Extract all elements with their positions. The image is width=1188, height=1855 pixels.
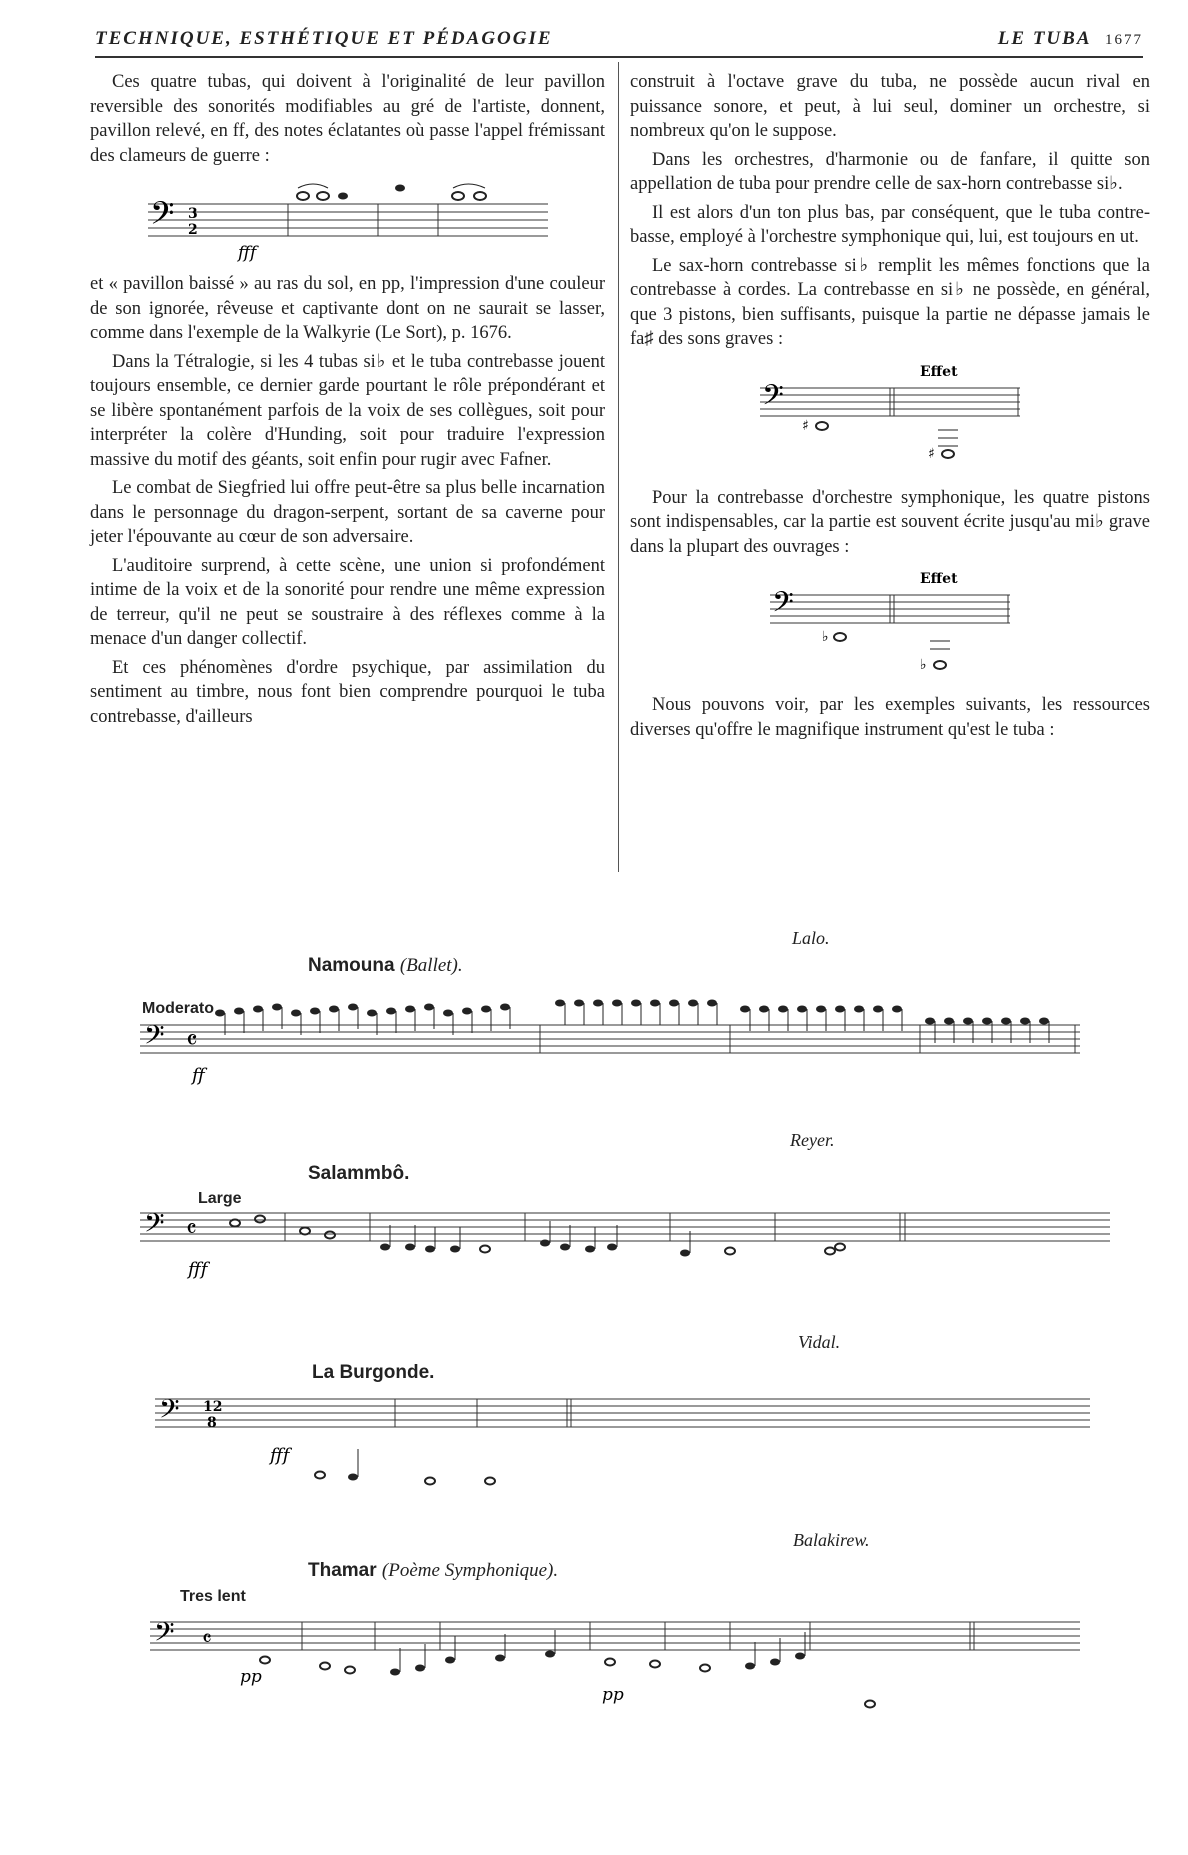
note-head <box>725 1248 735 1255</box>
note-head <box>325 1232 335 1239</box>
svg-text:𝄢: 𝄢 <box>762 378 784 419</box>
note-head <box>272 1004 282 1011</box>
note-head <box>1020 1018 1030 1025</box>
staff-salammbo <box>140 1195 1120 1305</box>
note-head <box>865 1701 875 1708</box>
composer-balakirew: Balakirew. <box>793 1530 870 1550</box>
paragraph: Et ces phénomènes d'ordre psychique, par assimilation du sentiment au timbre, nous font bien comprendre pourquoi le tuba contrebasse, d'ailleurs <box>90 657 605 727</box>
note-head <box>405 1006 415 1013</box>
header-rule <box>95 56 1143 58</box>
note-head <box>485 1478 495 1485</box>
note-head <box>260 1657 270 1664</box>
note-head <box>688 1000 698 1007</box>
note-head <box>253 1006 263 1013</box>
note-head <box>816 1006 826 1013</box>
note-head <box>315 1472 325 1479</box>
note-head <box>555 1000 565 1007</box>
note-head <box>835 1244 845 1251</box>
note-head <box>605 1659 615 1666</box>
note-head <box>982 1018 992 1025</box>
note-head <box>481 1006 491 1013</box>
piece-title-namouna <box>308 955 463 977</box>
ex1-dynamic: fff <box>237 243 256 263</box>
svg-text:𝄴: 𝄴 <box>186 1215 197 1243</box>
svg-text:𝄢: 𝄢 <box>154 1616 175 1654</box>
svg-text:♯: ♯ <box>928 445 935 462</box>
piece-subtitle: (Ballet). <box>399 955 463 976</box>
note-head <box>631 1000 641 1007</box>
staff-namouna <box>140 985 1090 1095</box>
note-head <box>500 1004 510 1011</box>
piece-title-thamar <box>308 1560 558 1582</box>
note-head <box>778 1006 788 1013</box>
svg-text:𝄢: 𝄢 <box>144 1207 165 1245</box>
svg-text:♭: ♭ <box>822 629 829 645</box>
note-head <box>545 1651 555 1658</box>
note-head <box>480 1246 490 1253</box>
paragraph: et « pavillon baissé » au ras du sol, en pp, l'impression d'une couleur de son ignorée, rêveuse et captivante dont on ne saurait se lasser, comme dans l'exemple de la Walkyrie (Le Sort), p. 1676. <box>90 274 605 343</box>
paragraph: construit à l'octave grave du tuba, ne possède aucun rival en puissance sonore, et peut, à lui seul, dominer un orchestre, si nombreux qu'on le suppose. <box>630 72 1150 141</box>
note-head <box>462 1008 472 1015</box>
note-head <box>320 1663 330 1670</box>
note-head <box>835 1006 845 1013</box>
running-header-left: TECHNIQUE, ESTHÉTIQUE ET PÉDAGOGIE <box>95 28 553 49</box>
note-head <box>759 1006 769 1013</box>
note-head <box>300 1228 310 1235</box>
paragraph: Il est alors d'un ton plus bas, par conséquent, que le tuba contre-basse, employé à l'orchestre symphonique qui, lui, est toujours en ut. <box>630 202 1150 247</box>
note-head <box>1001 1018 1011 1025</box>
paragraph: Dans la Tétralogie, si les 4 tubas si♭ et le tuba contrebasse jouent toujours ensemble, ce dernier garde pourtant le rôle prépondérant et se libère spontanément parfois de la voix de ses collègues, soit pour interpréter la colère d'Hunding, soit pour traduire l'expression massive du motif des géants, soit enfin pour rugir avec Fafner. <box>90 351 605 470</box>
note-head <box>345 1667 355 1674</box>
dynamic-fff: fff <box>270 1445 290 1466</box>
note-head <box>700 1665 710 1672</box>
svg-text:♯: ♯ <box>802 417 809 434</box>
note-head <box>560 1244 570 1251</box>
composer-reyer: Reyer. <box>790 1130 835 1150</box>
note-head <box>255 1216 265 1223</box>
paragraph: Le sax-horn contrebasse si♭ remplit les mêmes fonctions que la contrebasse à cordes. La contrebasse en si♭ ne possède, en général, que 3 pistons, bien suffisants, puisque la partie ne dépasse jamais le fa♯ des sons graves : <box>630 255 1150 349</box>
svg-text:𝄴: 𝄴 <box>186 1026 198 1056</box>
note-head <box>585 1246 595 1253</box>
note-head <box>873 1006 883 1013</box>
note-head <box>443 1010 453 1017</box>
note-head <box>669 1000 679 1007</box>
note-head <box>367 1010 377 1017</box>
piece-title: Thamar <box>308 1560 377 1581</box>
staff-burgonde <box>155 1385 1095 1505</box>
note-head <box>230 1220 240 1227</box>
piece-title-salammbo: Salammbô. <box>308 1163 410 1184</box>
note-head <box>825 1248 835 1255</box>
note-head <box>329 1006 339 1013</box>
paragraph: Pour la contrebasse d'orchestre symphonique, les quatre pistons sont indispensables, car la partie est souvent écrite jusqu'au mi♭ grave dans la plupart des ouvrages : <box>630 487 1150 557</box>
note-head <box>445 1657 455 1664</box>
note-head <box>348 1474 358 1481</box>
paragraph: Ces quatre tubas, qui doivent à l'originalité de leur pavillon reversible des sonorités modifiables au gré de l'artiste, donnent, pavillon relevé, en ff, des notes éclatantes où passe l'appel frémissant des clameurs de guerre : <box>90 72 605 166</box>
note-head <box>386 1008 396 1015</box>
svg-text:𝄢: 𝄢 <box>149 195 174 239</box>
note-head <box>390 1669 400 1676</box>
svg-text:𝄢: 𝄢 <box>159 1393 180 1431</box>
svg-text:𝄢: 𝄢 <box>772 586 794 626</box>
note-head <box>215 1010 225 1017</box>
svg-text:3: 3 <box>187 206 198 222</box>
column-divider <box>618 62 619 872</box>
running-header-title: LE TUBA <box>997 28 1092 49</box>
note-head <box>650 1661 660 1668</box>
note-head <box>540 1240 550 1247</box>
svg-text:8: 8 <box>207 1415 217 1431</box>
note-head <box>707 1000 717 1007</box>
note-head <box>740 1006 750 1013</box>
effet-label: Effet <box>920 571 958 587</box>
note-head <box>925 1018 935 1025</box>
note-head <box>593 1000 603 1007</box>
note-head <box>1039 1018 1049 1025</box>
svg-text:2: 2 <box>187 222 198 238</box>
dynamic-fff: fff <box>188 1259 208 1280</box>
note-head <box>291 1010 301 1017</box>
note-head <box>650 1000 660 1007</box>
paragraph: Nous pouvons voir, par les exemples suivants, les ressources diverses qu'offre le magnifique instrument qu'est le tuba : <box>630 695 1150 740</box>
note-head <box>425 1478 435 1485</box>
note-head <box>892 1006 902 1013</box>
music-example-pavillon-releve <box>138 174 558 264</box>
paragraph: L'auditoire surprend, à cette scène, une union si profondément intime de la voix et de la sonorité pour rendre une même expression de terreur, qu'il ne peut se soustraire à des réflexes comme à la menace d'un danger collectif. <box>90 555 605 649</box>
paragraph: Dans les orchestres, d'harmonie ou de fanfare, il quitte son appellation de tuba pour prendre celle de sax-horn contrebasse si♭. <box>630 149 1150 194</box>
note-head <box>944 1018 954 1025</box>
svg-text:𝄢: 𝄢 <box>144 1019 165 1057</box>
dynamic-pp: pp <box>240 1667 262 1687</box>
dynamic-pp-2: pp <box>602 1685 624 1705</box>
note-head <box>424 1004 434 1011</box>
note-head <box>495 1655 505 1662</box>
page-number: 1677 <box>1105 32 1143 48</box>
note-head <box>745 1663 755 1670</box>
paragraph: Le combat de Siegfried lui offre peut-être sa plus belle incarnation dans le personnage du dragon-serpent, sortant de sa caverne pour jeter l'épouvante au cœur de son adversaire. <box>90 478 605 547</box>
note-head <box>405 1244 415 1251</box>
dynamic-ff: ff <box>192 1065 205 1086</box>
note-head <box>854 1006 864 1013</box>
note-head <box>612 1000 622 1007</box>
svg-text:𝄴: 𝄴 <box>202 1627 212 1652</box>
music-example-effet-1 <box>750 358 1030 478</box>
piece-subtitle: (Poème Symphonique). <box>381 1560 559 1581</box>
tempo-tres-lent: Tres lent <box>180 1588 246 1605</box>
note-head <box>797 1006 807 1013</box>
music-example-effet-2 <box>760 565 1020 685</box>
note-head <box>234 1008 244 1015</box>
note-head <box>415 1665 425 1672</box>
note-head <box>770 1659 780 1666</box>
composer-lalo: Lalo. <box>792 928 830 948</box>
running-header-right <box>998 28 1143 50</box>
tempo-large: Large <box>198 1190 242 1207</box>
effet-label: Effet <box>920 363 958 380</box>
svg-text:♭: ♭ <box>920 657 927 673</box>
tempo-moderato: Moderato <box>142 1000 214 1017</box>
svg-text:12: 12 <box>203 1399 223 1415</box>
note-head <box>348 1004 358 1011</box>
note-head <box>450 1246 460 1253</box>
composer-vidal: Vidal. <box>798 1332 841 1352</box>
note-head <box>574 1000 584 1007</box>
note-head <box>380 1244 390 1251</box>
note-head <box>310 1008 320 1015</box>
note-head <box>963 1018 973 1025</box>
piece-title-burgonde: La Burgonde. <box>312 1362 435 1383</box>
note-head <box>795 1653 805 1660</box>
staff-thamar <box>150 1600 1100 1730</box>
right-column <box>630 70 1150 746</box>
note-head <box>680 1250 690 1257</box>
note-head <box>607 1244 617 1251</box>
note-head <box>425 1246 435 1253</box>
piece-title: Namouna <box>308 955 395 976</box>
left-column <box>90 70 605 733</box>
